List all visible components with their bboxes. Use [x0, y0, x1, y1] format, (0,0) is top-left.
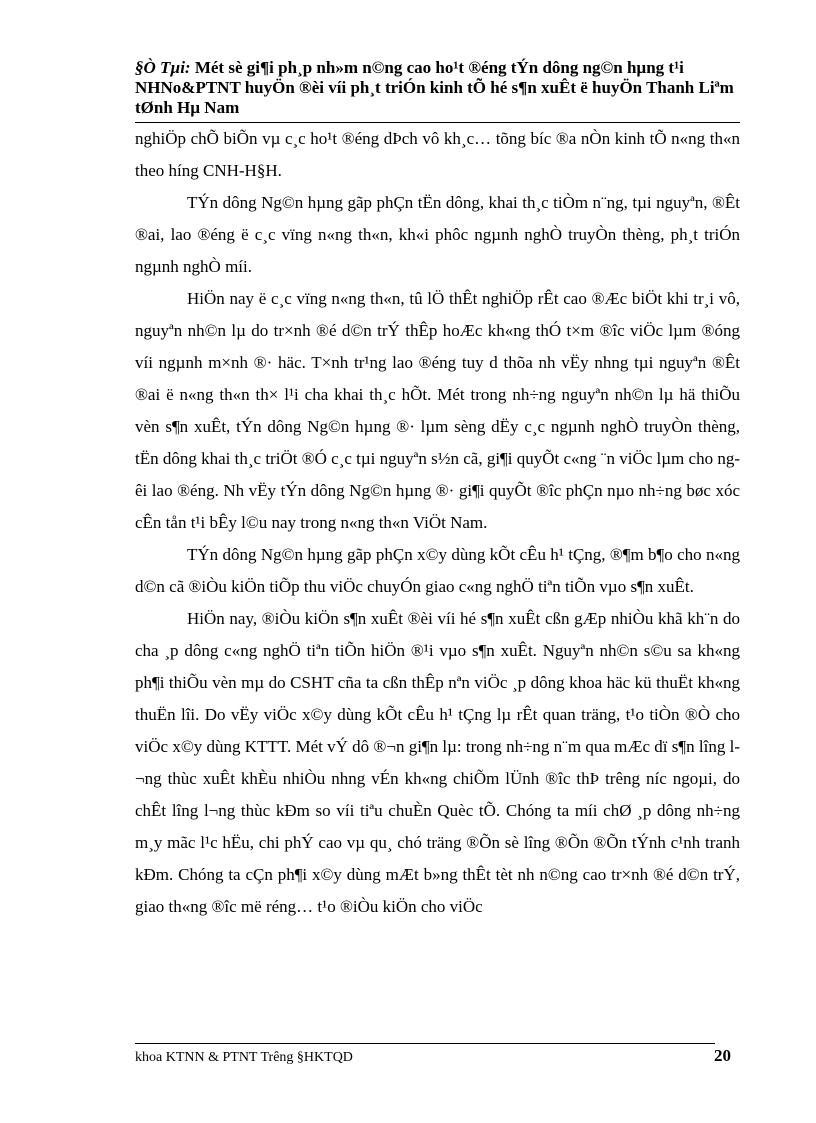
paragraph-5: HiÖn nay, ®iÒu kiÖn s¶n xuÊt ®èi víi hé s¶n xuÊt cßn gÆp nhiÒu khã kh¨n do cha ¸p dông c«ng nghÖ tiªn tiÕn hiÖn ®¹i vµo s¶n xuÊt. Nguyªn nh©n s©u sa kh«ng ph¶i thiÕu vèn mµ do CSHT cña ta cßn thÊp nªn viÖc ¸p dông khoa häc kü thuËt kh«ng thuËn lîi. Do vËy viÖc x©y dùng kÕt cÊu h¹ tÇng lµ rÊt quan träng, t¹o tiÒn ®Ò cho viÖc x©y dùng KTTT. Mét vÝ dô ®¬n gi¶n lµ: trong nh÷ng n¨m qua mÆc dï s¶n lîng l¬ng thùc xuÊt khÈu nhiÒu nhng vÉn kh«ng chiÕm lÜnh ®îc thÞ trêng níc ngoµi, do chÊt lîng l¬ng thùc kÐm so víi tiªu chuÈn Quèc tÕ. Chóng ta míi chØ ¸p dông nh÷ng m¸y mãc l¹c hËu, chi phÝ cao vµ qu¸ chó träng ®Õn sè lîng ®Õn ®Õn tÝnh c¹nh tranh kÐm. Chóng ta cÇn ph¶i x©y dùng mÆt b»ng thÊt tèt nh n©ng cao tr×nh ®é d©n trÝ, giao th«ng ®îc më réng… t¹o ®iÒu kiÖn cho viÖc	[135, 609, 740, 916]
paragraph-2: TÝn dông Ng©n hµng gãp phÇn tËn dông, khai th¸c tiÒm n¨ng, tµi nguyªn, ®Êt ®ai, lao ®éng ë c¸c vïng n«ng th«n, kh«i phôc ngµnh nghÒ truyÒn thèng, ph¸t triÓn ngµnh nghÒ míi.	[135, 193, 740, 276]
paragraph-4: TÝn dông Ng©n hµng gãp phÇn x©y dùng kÕt cÊu h¹ tÇng, ®¶m b¶o cho n«ng d©n cã ®iÒu kiÖn tiÕp thu viÖc chuyÓn giao c«ng nghÖ tiªn tiÕn vµo s¶n xuÊt.	[135, 545, 740, 596]
header-label: §Ò Tµi:	[135, 58, 191, 77]
paragraph-1: nghiÖp chÕ biÕn vµ c¸c ho¹t ®éng dÞch vô kh¸c… tõng bíc ®a nÒn kinh tÕ n«ng th«n theo híng CNH-H§H.	[135, 129, 740, 180]
footer-text: khoa KTNN & PTNT Trêng §HKTQD	[135, 1050, 353, 1065]
paragraph-3: HiÖn nay ë c¸c vïng n«ng th«n, tû lÖ thÊt nghiÖp rÊt cao ®Æc biÖt khi tr¸i vô, nguyªn nh©n lµ do tr×nh ®é d©n trÝ thÊp hoÆc kh«ng thÓ t×m ®îc viÖc lµm ®óng víi ngµnh m×nh ®· häc. T×nh tr¹ng lao ®éng tuy d thõa nh vËy nhng tµi nguyªn ®Êt ®ai ë n«ng th«n th× l¹i cha khai th¸c hÕt. Mét trong nh÷ng nguyªn nh©n lµ hä thiÕu vèn s¶n xuÊt, tÝn dông Ng©n hµng ®· lµm sèng dËy c¸c ngµnh nghÒ truyÒn thèng, tËn dông khai th¸c triÖt ®Ó c¸c tµi nguyªn s½n cã, gi¶i quyÕt c«ng ¨n viÖc lµm cho ngêi lao ®éng. Nh vËy tÝn dông Ng©n hµng ®· gi¶i quyÕt ®îc phÇn nµo nh÷ng bøc xóc cÊn tån t¹i bÊy l©u nay trong n«ng th«n ViÖt Nam.	[135, 289, 740, 532]
body-text	[135, 123, 740, 923]
header-title: Mét sè gi¶i ph¸p nh»m n©ng cao ho¹t ®éng tÝn dông ng©n hµng t¹i NHNo&PTNT huyÖn ®èi víi ph¸t triÓn kinh tÕ hé s¶n xuÊt ë huyÖn Thanh Liªm tØnh Hµ Nam	[135, 58, 734, 117]
running-header	[135, 58, 745, 118]
footer-divider	[135, 1043, 715, 1044]
page-number: 20	[714, 1046, 731, 1065]
